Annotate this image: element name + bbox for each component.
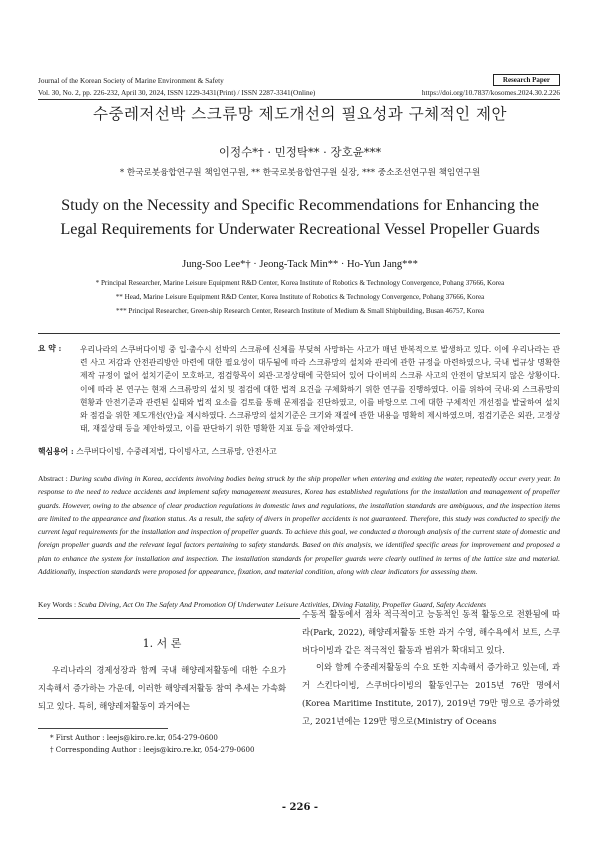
body-right-paragraph-1: 수동적 활동에서 점차 적극적이고 능동적인 동적 활동으로 전환됨에 따라(Park, 2022), 해양레저활동 또한 과거 수영, 해수욕에서 보트, 스쿠버다이빙과 같은 적극적인 활동과 범위가 확대되고 있다.	[302, 609, 560, 655]
authors-english: Jung-Soo Lee*† · Jeong-Tack Min** · Ho-Yun Jang***	[182, 259, 418, 270]
title-english	[0, 193, 600, 241]
section-title-introduction: 1. 서 론	[142, 637, 182, 650]
abstract-top-rule	[38, 333, 560, 334]
abstract-english-label: Abstract :	[38, 474, 68, 483]
authors-korean: 이정수*† · 민정탁** · 장호윤***	[218, 145, 382, 159]
affiliation-english-1: * Principal Researcher, Marine Leisure Equipment R&D Center, Korea Institute of Robotics & Technology Convergence, Pohang 37666, Korea	[95, 279, 505, 287]
body-right-paragraph-2: 이와 함께 수중레저활동의 수요 또한 지속해서 증가하고 있는데, 과거 스킨다이빙, 스쿠버다이빙의 활동인구는 2015년 76만 명에서(Korea Maritime Institute, 2017), 2019년 79만 명으로 증가하였고, 2021년에는 129만 명으로(Ministry of Oceans	[302, 662, 560, 726]
body-right-column	[302, 606, 560, 731]
title-korean: 수중레저선박 스크류망 제도개선의 필요성과 구체적인 제안	[93, 105, 507, 123]
keywords-korean-text: 스쿠버다이빙, 수중레저법, 다이빙사고, 스크류망, 안전사고	[76, 447, 277, 456]
keywords-korean	[38, 446, 277, 457]
affiliation-english-2: ** Head, Marine Leisure Equipment R&D Center, Korea Institute of Robotics & Technology Convergence, Pohang 37666, Korea	[115, 293, 485, 301]
keywords-korean-label: 핵심용어 :	[38, 447, 74, 456]
title-english-line-2: Legal Requirements for Underwater Recreational Vessel Propeller Guards	[60, 220, 540, 238]
keywords-english-text: Scuba Diving, Act On The Safety And Promotion Of Underwater Leisure Activities, Diving Fatality, Propeller Guard, Safety Accidents	[77, 600, 487, 609]
footnote-first-author: * First Author : leejs@kiro.re.kr, 054-279-0600	[50, 733, 218, 742]
keywords-english-label: Key Words :	[38, 600, 77, 609]
footnote-corresponding-author: † Corresponding Author : leejs@kiro.re.kr, 054-279-0600	[50, 745, 255, 754]
footnote-rule	[38, 728, 168, 729]
abstract-english	[38, 472, 560, 578]
title-english-line-1: Study on the Necessity and Specific Recommendations for Enhancing the	[61, 196, 539, 214]
journal-name: Journal of the Korean Society of Marine Environment & Safety	[38, 76, 224, 85]
body-left-column: 우리나라의 경제성장과 함께 국내 해양레저활동에 대한 수요가 지속해서 증가하는 가운데, 이러한 해양레저활동 참여 추세는 가속화되고 있다. 특히, 해양레저활동이 과거에는	[38, 665, 286, 711]
abstract-korean: 우리나라의 스쿠버다이빙 중 입·출수시 선박의 스크류에 신체를 부딪혀 사망하는 사고가 매년 반복적으로 발생하고 있다. 이에 우리나라는 관련 사고 저감과 안전관리방안 마련에 대한 필요성이 대두됨에 따라 스크류망의 설치와 관리에 관한 규정을 마련하였으나, 국내 법규상 명확한 제작 규정이 없어 설치기준이 모호하고, 점검항목이 외관·고정상태에 국한되어 있어 다이버의 스크류 사고의 안전이 담보되지 않은 상황이다. 이에 따라 본 연구는 현재 스크류망의 설치 및 점검에 대한 법적 요건을 구체화하기 위한 연구를 진행하였다. 이를 위하여 국내·외 스크류망의 현황과 안전기준과 관련된 실태와 법적 요소를 검토를 통해 문제점을 진단하였고, 이를 바탕으로 그에 대한 구체적인 개선점을 발굴하여 설치와 점검을 위한 제도개선(안)을 제시하였다. 스크류망의 설치기준은 크기와 재질에 관한 내용을 명확히 제시하였으며, 점검기준은 외관, 고정상태, 재질상태 등을 제안하였고, 이를 판단하기 위한 명확한 지표 등을 제안하였다.	[80, 345, 561, 434]
article-type-badge: Research Paper	[493, 74, 560, 86]
affiliations-korean: * 한국로봇융합연구원 책임연구원, ** 한국로봇융합연구원 실장, *** 중소조선연구원 책임연구원	[119, 168, 481, 178]
affiliation-english-3: *** Principal Researcher, Green-ship Research Center, Research Institute of Medium & Small Shipbuilding, Busan 46757, Korea	[115, 307, 485, 315]
body-top-rule	[38, 618, 300, 619]
header-rule	[38, 99, 560, 100]
page-number: - 226 -	[281, 802, 319, 813]
volume-info: Vol. 30, No. 2, pp. 226-232, April 30, 2024, ISSN 1229-3431(Print) / ISSN 2287-3341(Online)	[38, 88, 316, 97]
abstract-korean-label: 요 약 :	[38, 344, 62, 353]
doi-link[interactable]: https://doi.org/10.7837/kosomes.2024.30.2.226	[421, 88, 560, 97]
abstract-english-text: During scuba diving in Korea, accidents involving bodies being struck by the ship propeller when entering and exiting the water, repeatedly occur every year. In response to the need to reduce accidents and implement safety management measures, Korea has established regulations for the installation and management of propeller guards. However, owing to the absence of clear production regulations in domestic laws and regulations, the installation standards are ambiguous, and the inspection items are limited to the appearance and fixation status. As a result, the safety of divers in propeller accidents is not guaranteed. Therefore, this study was conducted to specify the current legal requirements for the installation and inspection of propeller guards. To achieve this goal, we conducted a thorough analysis of the current state of domestic and foreign propeller guards and the relevant legal factors pertaining to safety standards. Based on this analysis, we identified specific areas for improvement and proposed a plan to enhance the system for installation and inspection. The installation standards for propeller guards were clearly outlined in terms of the lattice size and material. Additionally, inspection standards were proposed for appearance, fixation, and material condition, along with clear indicators for assessing them.	[38, 474, 561, 577]
